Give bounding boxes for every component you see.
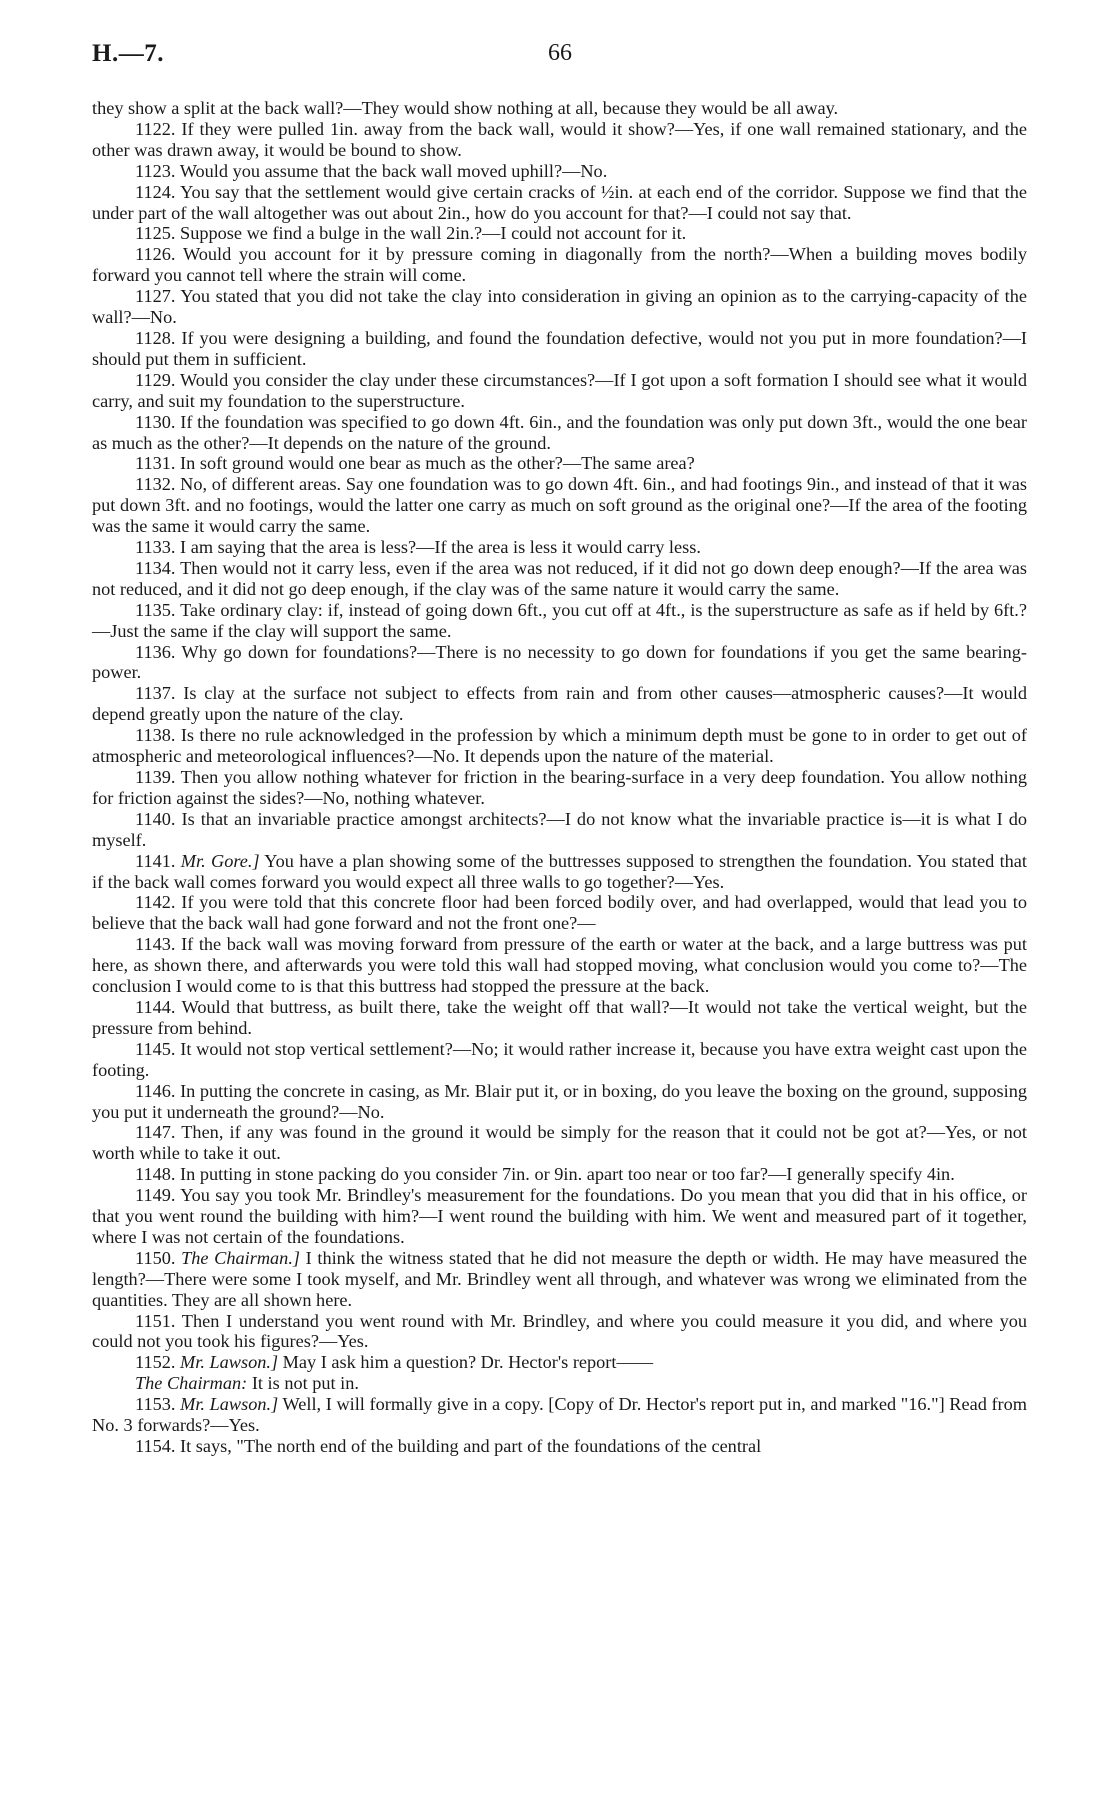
speaker-name: Mr. Lawson.]: [180, 1394, 279, 1415]
question-paragraph: [92, 1248, 1027, 1311]
paragraph-text: You say that the settlement would give certain cracks of ½in. at each end of the corridor. Suppose we find that the under part of the wall altogether was out about 2in., how do you account for that?—I could not say that.: [92, 181, 1027, 223]
paragraph-text: It says, "The north end of the building and part of the foundations of the central: [180, 1436, 762, 1456]
paragraph-text: Suppose we find a bulge in the wall 2in.?—I could not account for it.: [180, 223, 687, 244]
question-paragraph: [92, 537, 1027, 558]
question-number: 1151.: [135, 1310, 176, 1331]
speaker-name: The Chairman:: [135, 1373, 248, 1394]
question-paragraph: [92, 244, 1027, 286]
question-number: 1152.: [135, 1352, 176, 1373]
paragraph-text: In putting the concrete in casing, as Mr. Blair put it, or in boxing, do you leave the boxing on the ground, supposing you put it underneath the ground?—No.: [92, 1080, 1027, 1122]
question-number: 1153.: [135, 1394, 176, 1415]
question-number: 1129.: [135, 369, 176, 390]
paragraph-text: You have a plan showing some of the buttresses supposed to strengthen the foundation. You stated that if the back wall comes forward you would expect all three walls to go together?—Yes.: [92, 850, 1027, 892]
paragraph-text: Is that an invariable practice amongst architects?—I do not know what the invariable practice is—it is what I do myself.: [92, 808, 1027, 850]
paragraph-text: Would you account for it by pressure coming in diagonally from the north?—When a building moves bodily forward you cannot tell where the strain will come.: [92, 244, 1027, 286]
question-paragraph: [92, 892, 1027, 934]
question-paragraph: [92, 1164, 1027, 1185]
question-number: 1143.: [135, 934, 176, 955]
question-paragraph: [92, 558, 1027, 600]
question-number: 1144.: [135, 996, 176, 1017]
document-body: [92, 98, 1027, 1457]
question-number: 1150.: [135, 1247, 176, 1268]
paragraph: [92, 98, 1027, 119]
question-paragraph: [92, 683, 1027, 725]
question-number: 1136.: [135, 641, 176, 662]
question-number: 1135.: [135, 599, 176, 620]
question-paragraph: [92, 1394, 1027, 1436]
question-paragraph: [92, 997, 1027, 1039]
question-number: 1133.: [135, 537, 176, 558]
question-number: 1139.: [135, 767, 176, 787]
question-paragraph: [92, 453, 1027, 474]
paragraph-text: Then you allow nothing whatever for friction in the bearing-surface in a very deep foundation. You allow nothing for friction against the sides?—No, nothing whatever.: [92, 767, 1027, 808]
question-number: 1147.: [135, 1122, 176, 1143]
question-paragraph: [92, 182, 1027, 224]
paragraph-text: Then, if any was found in the ground it would be simply for the reason that it could not be got at?—Yes, or not worth while to take it out.: [92, 1122, 1027, 1164]
question-paragraph: [92, 474, 1027, 537]
question-number: 1148.: [135, 1164, 176, 1185]
question-paragraph: [92, 1352, 1027, 1373]
paragraph-text: You stated that you did not take the clay into consideration in giving an opinion as to the carrying-capacity of the wall?—No.: [92, 286, 1027, 328]
paragraph-text: I think the witness stated that he did not measure the depth or width. He may have measured the length?—There were some I took myself, and Mr. Brindley went all through, and whatever was wrong we eliminated from the quantities. They are all shown here.: [92, 1247, 1027, 1310]
paragraph-text: Why go down for foundations?—There is no necessity to go down for foundations if you get the same bearing-power.: [92, 641, 1027, 683]
question-number: 1142.: [135, 892, 176, 913]
paragraph-text: No, of different areas. Say one foundation was to go down 4ft. 6in., and had footings 9in., and instead of that it was put down 3ft. and no footings, would the latter one carry as much on soft ground as the original one?—If the area of the footing was the same it would carry the same.: [92, 474, 1027, 537]
question-number: 1127.: [135, 286, 176, 307]
question-number: 1140.: [135, 808, 176, 829]
question-paragraph: [92, 851, 1027, 893]
question-number: 1130.: [135, 411, 176, 432]
question-number: 1134.: [135, 557, 176, 578]
question-paragraph: [92, 161, 1027, 182]
paragraph-text: Would that buttress, as built there, take the weight off that wall?—It would not take the vertical weight, but the pressure from behind.: [92, 996, 1027, 1038]
document-reference: H.—7.: [92, 40, 164, 67]
question-paragraph: [92, 767, 1027, 809]
question-paragraph: [92, 286, 1027, 328]
paragraph-text: In putting in stone packing do you consider 7in. or 9in. apart too near or too far?—I generally specify 4in.: [180, 1164, 955, 1185]
question-number: 1146.: [135, 1080, 176, 1101]
question-paragraph: [92, 1081, 1027, 1123]
question-number: 1149.: [135, 1185, 176, 1206]
question-number: 1128.: [135, 327, 176, 348]
paragraph-text: Would you assume that the back wall moved uphill?—No.: [179, 160, 608, 181]
question-number: 1138.: [135, 725, 176, 746]
question-paragraph: [92, 1311, 1027, 1353]
page-header: [92, 40, 1032, 80]
paragraph-text: You say you took Mr. Brindley's measurement for the foundations. Do you mean that you did that in his office, or that you went round the building with him?—I went round the building with him. We went and measured part of it together, where I was not certain of the foundations.: [92, 1185, 1027, 1247]
speaker-name: The Chairman.]: [181, 1247, 301, 1268]
page-number: 66: [548, 40, 572, 66]
paragraph-text: It would not stop vertical settlement?—No; it would rather increase it, because you have extra weight cast upon the footing.: [92, 1038, 1028, 1080]
paragraph-text: Is there no rule acknowledged in the profession by which a minimum depth must be gone to in order to get out of atmospheric and meteorological influences?—No. It depends upon the nature of the material.: [92, 725, 1027, 767]
paragraph-text: Then would not it carry less, even if the area was not reduced, if it did not go down deep enough?—If the area was not reduced, and it did not go deep enough, if the clay was of the same nature it would carry the same.: [92, 557, 1027, 599]
question-number: 1126.: [135, 244, 176, 265]
question-number: 1125.: [135, 223, 176, 244]
paragraph-text: Is clay at the surface not subject to effects from rain and from other causes—atmospheric causes?—It would depend greatly upon the nature of the clay.: [92, 683, 1027, 725]
question-paragraph: [92, 1436, 1027, 1457]
paragraph-text: If the foundation was specified to go down 4ft. 6in., and the foundation was only put down 3ft., would the one bear as much as the other?—It depends on the nature of the ground.: [92, 411, 1027, 453]
question-paragraph: [92, 412, 1027, 454]
question-number: 1124.: [135, 181, 176, 202]
paragraph-text: If you were told that this concrete floor had been forced bodily over, and had overlapped, would that lead you to believe that the back wall had gone forward and not the front one?—: [92, 892, 1027, 934]
question-paragraph: [92, 1185, 1027, 1248]
paragraph-text: It is not put in.: [251, 1373, 359, 1394]
question-paragraph: [92, 328, 1027, 370]
paragraph-text: they show a split at the back wall?—They would show nothing at all, because they would be all away.: [92, 98, 839, 118]
paragraph-text: Then I understand you went round with Mr. Brindley, and where you could measure it you did, and where you could not you took his figures?—Yes.: [92, 1310, 1027, 1352]
question-paragraph: [92, 642, 1027, 684]
speaker-name: Mr. Lawson.]: [180, 1352, 279, 1373]
question-number: 1123.: [135, 160, 176, 181]
question-paragraph: [92, 934, 1027, 997]
question-number: 1122.: [135, 118, 176, 139]
paragraph-text: In soft ground would one bear as much as the other?—The same area?: [180, 453, 695, 474]
question-paragraph: [92, 600, 1027, 642]
paragraph-text: Would you consider the clay under these circumstances?—If I got upon a soft formation I should see what it would carry, and suit my foundation to the superstructure.: [92, 369, 1027, 411]
paragraph-text: I am saying that the area is less?—If the area is less it would carry less.: [180, 537, 701, 558]
question-number: 1141.: [135, 850, 176, 871]
paragraph-text: If they were pulled 1in. away from the back wall, would it show?—Yes, if one wall remained stationary, and the other was drawn away, it would be bound to show.: [92, 118, 1027, 160]
question-paragraph: [92, 223, 1027, 244]
question-number: 1145.: [135, 1038, 176, 1059]
paragraph-text: Take ordinary clay: if, instead of going down 6ft., you cut off at 4ft., is the superstructure as safe as if held by 6ft.?—Just the same if the clay will support the same.: [92, 599, 1027, 641]
question-paragraph: [92, 725, 1027, 767]
question-paragraph: [92, 119, 1027, 161]
question-paragraph: [92, 1122, 1027, 1164]
paragraph-text: Well, I will formally give in a copy. [Copy of Dr. Hector's report put in, and marked "16."] Read from No. 3 forwards?—Yes.: [92, 1394, 1027, 1436]
question-number: 1137.: [135, 683, 176, 704]
paragraph-text: May I ask him a question? Dr. Hector's report——: [282, 1352, 654, 1373]
question-number: 1154.: [135, 1436, 176, 1456]
statement-paragraph: [92, 1373, 1027, 1394]
question-paragraph: [92, 809, 1027, 851]
paragraph-text: If you were designing a building, and found the foundation defective, would not you put in more foundation?—I should put them in sufficient.: [92, 327, 1027, 369]
question-paragraph: [92, 1039, 1027, 1081]
paragraph-text: If the back wall was moving forward from pressure of the earth or water at the back, and a large buttress was put here, as shown there, and afterwards you were told this wall had stopped moving, what conclusion would you come to?—The conclusion I would come to is that this buttress had stopped the pressure at the back.: [92, 934, 1027, 997]
question-number: 1131.: [135, 453, 176, 474]
speaker-name: Mr. Gore.]: [180, 850, 260, 871]
question-number: 1132.: [135, 474, 176, 495]
question-paragraph: [92, 370, 1027, 412]
